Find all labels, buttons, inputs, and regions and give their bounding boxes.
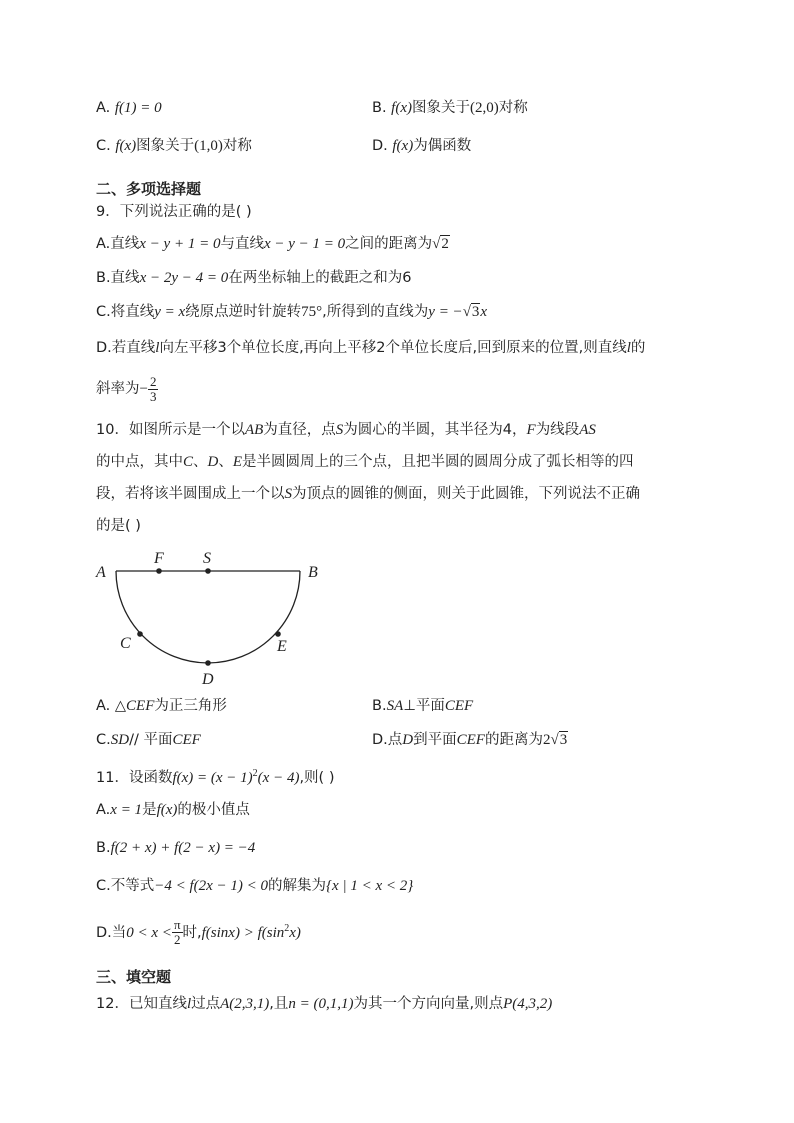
- q10-option-a: A. △CEF为正三角形: [96, 698, 227, 714]
- q10-option-d: D.点D到平面CEF的距离为2√3: [372, 732, 568, 748]
- q9-option-d-continued: 斜率为− $\frac{2}{3}$: [96, 373, 157, 404]
- q9-stem: 9．下列说法正确的是( ): [96, 204, 252, 220]
- q10-stem-line-3: 段，若将该半圆围成上一个以S为顶点的圆锥的侧面，则关于此圆锥，下列说法不正确: [96, 486, 640, 502]
- semicircle-figure: [90, 548, 330, 688]
- point-f: [156, 568, 162, 574]
- q9-option-c: C.将直线y = x绕原点逆时针旋转75°,所得到的直线为y = −√3x: [96, 304, 488, 320]
- section-heading-fill-in: 三、填空题: [96, 968, 172, 986]
- point-e: [275, 631, 281, 637]
- label-b: B: [308, 564, 318, 581]
- q10-stem-line-4: 的是( ): [96, 518, 141, 534]
- q11-option-c: C.不等式−4 < f(2x − 1) < 0的解集为{x | 1 < x < 2}: [96, 878, 414, 894]
- section-heading-multiple-choice: 二、多项选择题: [96, 180, 202, 198]
- q11-option-b: B.f(2 + x) + f(2 − x) = −4: [96, 840, 256, 856]
- label-c: C: [120, 635, 131, 652]
- q10-option-b: B.SA⊥平面CEF: [372, 698, 474, 714]
- q9-option-b: B.直线x − 2y − 4 = 0在两坐标轴上的截距之和为6: [96, 270, 412, 286]
- q10-option-c: C.SD// 平面CEF: [96, 732, 201, 748]
- q10-stem-line-2: 的中点，其中C、D、E是半圆圆周上的三个点，且把半圆的圆周分成了弧长相等的四: [96, 454, 634, 470]
- semicircle-arc: [116, 571, 300, 663]
- label-e: E: [277, 638, 287, 655]
- q8-option-c: C. f(x)图象关于(1,0)对称: [96, 138, 252, 154]
- point-c: [137, 631, 143, 637]
- q11-stem: 11．设函数$f(x) = (x - 1)^2(x - 4)$,则( ): [96, 768, 335, 786]
- label-a: A: [96, 564, 106, 581]
- q12-stem: 12．已知直线l过点A(2,3,1),且n = (0,1,1)为其一个方向向量,则点P(4,3,2): [96, 996, 553, 1012]
- q9-option-d: D.若直线l向左平移3个单位长度,再向上平移2个单位长度后,回到原来的位置,则直线l的: [96, 340, 646, 356]
- q10-stem-line-1: 10．如图所示是一个以AB为直径，点S为圆心的半圆，其半径为4，F为线段AS: [96, 422, 596, 438]
- label-f: F: [154, 550, 164, 567]
- q11-option-d: D.当0 < x < $\frac{\pi}{2}$ 时$,f(\sin x) > f(\sin^2x)$: [96, 917, 301, 948]
- q11-option-a: A.x = 1是f(x)的极小值点: [96, 802, 250, 818]
- q8-option-d: D. f(x)为偶函数: [372, 138, 472, 154]
- q8-option-b: B. f(x)图象关于(2,0)对称: [372, 100, 528, 116]
- q9-option-a: A.直线x − y + 1 = 0与直线x − y − 1 = 0之间的距离为√2: [96, 236, 449, 252]
- point-d: [205, 660, 211, 666]
- point-s: [205, 568, 211, 574]
- q8-option-a: A. f(1) = 0: [96, 100, 162, 116]
- label-d: D: [202, 671, 214, 688]
- label-s: S: [203, 550, 211, 567]
